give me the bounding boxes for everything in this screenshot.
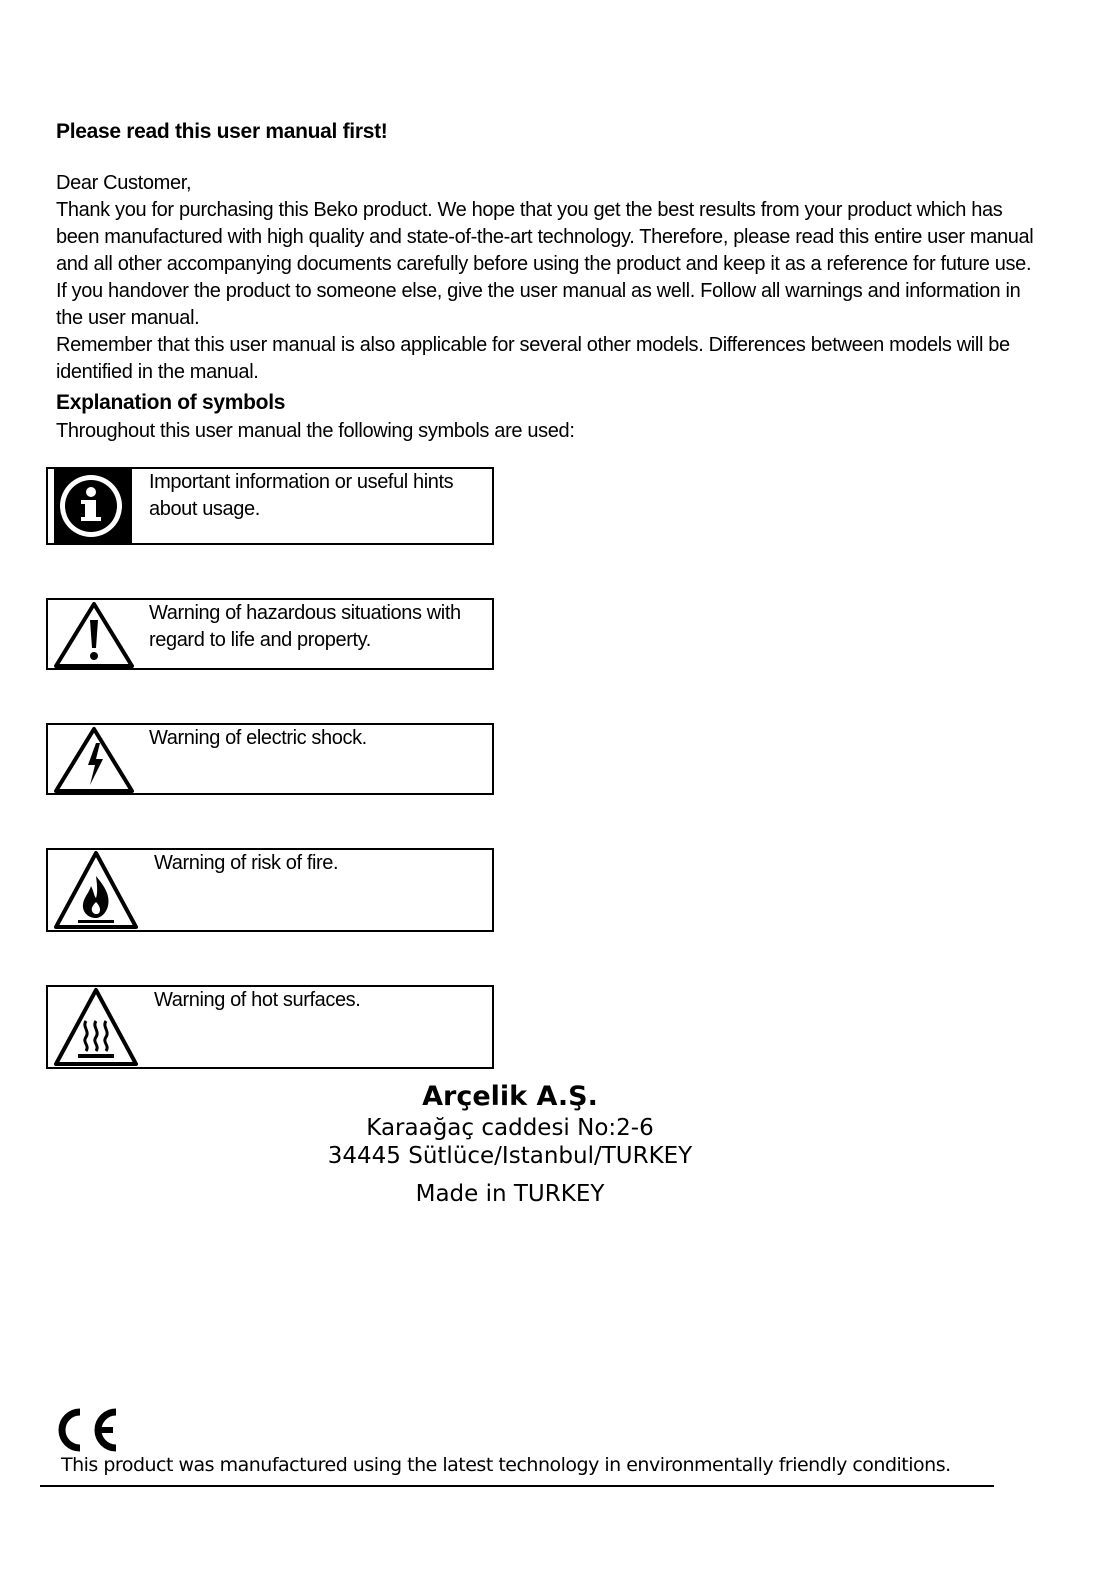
info-icon bbox=[48, 469, 134, 543]
ce-mark-icon bbox=[54, 1408, 120, 1457]
symbol-label-info: Important information or useful hints about usage. bbox=[149, 471, 454, 520]
intro-paragraph-1: Thank you for purchasing this Beko product. We hope that you get the best results from your product which has been manufactured with high quality and state-of-the-art technology. Therefore, please read this entire user manual and all other accompanying documents carefully before using the product and keep it as a reference for future use. If you handover the product to someone else, give the user manual as well. Follow all warnings and information in the user manual. bbox=[56, 199, 1034, 329]
symbols-heading: Explanation of symbols bbox=[56, 391, 286, 414]
warning-icon bbox=[48, 600, 134, 668]
city-address: 34445 Sütlüce/Istanbul/TURKEY bbox=[327, 1143, 693, 1169]
electric-shock-icon bbox=[48, 725, 134, 793]
made-in: Made in TURKEY bbox=[415, 1181, 605, 1207]
company-name: Arçelik A.Ş. bbox=[422, 1081, 598, 1112]
intro-paragraph-2: Remember that this user manual is also applicable for several other models. Differences between models will be identified in the manual. bbox=[56, 334, 1010, 383]
hot-surface-icon bbox=[48, 987, 134, 1067]
symbol-label-hot-surface: Warning of hot surfaces. bbox=[154, 989, 361, 1011]
symbol-box-fire bbox=[46, 848, 494, 932]
symbol-box-electric-shock bbox=[46, 723, 494, 795]
street-address: Karaağaç caddesi No:2-6 bbox=[366, 1115, 654, 1141]
greeting: Dear Customer, bbox=[56, 172, 192, 194]
symbols-intro: Throughout this user manual the following symbols are used: bbox=[56, 420, 575, 442]
environment-note: This product was manufactured using the latest technology in environmentally friendly conditions. bbox=[61, 1454, 951, 1476]
symbol-box-hot-surface bbox=[46, 985, 494, 1069]
footer-divider bbox=[40, 1485, 994, 1487]
page-title: Please read this user manual first! bbox=[56, 120, 388, 143]
symbol-box-info bbox=[46, 467, 494, 545]
symbol-label-warning: Warning of hazardous situations with regard to life and property. bbox=[149, 602, 461, 651]
intro-text bbox=[56, 170, 1046, 386]
manufacturer-address bbox=[300, 1080, 720, 1208]
symbol-box-warning bbox=[46, 598, 494, 670]
symbol-label-electric-shock: Warning of electric shock. bbox=[149, 727, 367, 749]
fire-icon bbox=[48, 850, 134, 930]
symbol-label-fire: Warning of risk of fire. bbox=[154, 852, 339, 874]
